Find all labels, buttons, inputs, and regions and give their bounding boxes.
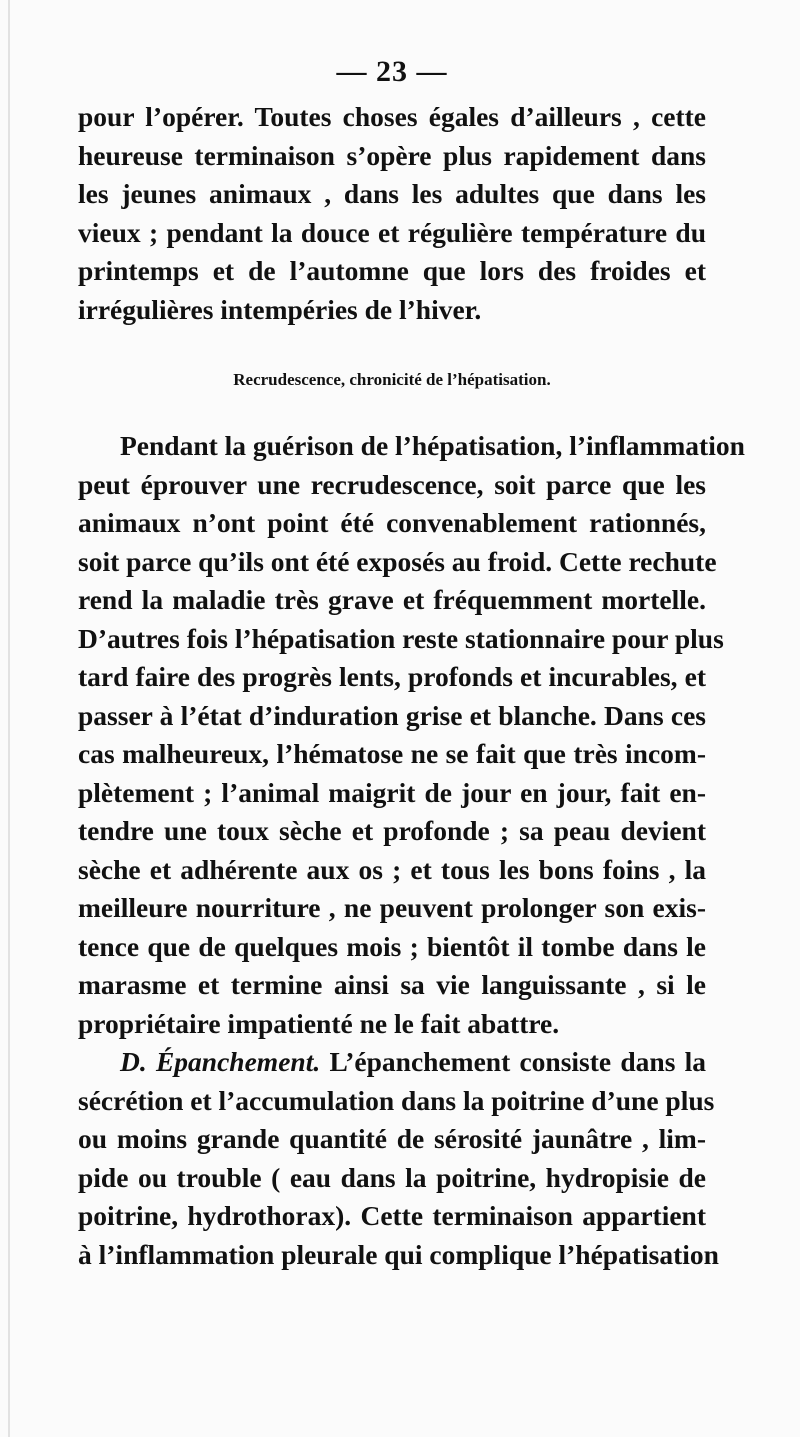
text-line: poitrine, hydrothorax). Cette terminaison appartient [78,1200,706,1231]
text-line: rend la maladie très grave et fréquemment mortelle. [78,584,706,615]
text-line: tard faire des progrès lents, profonds et incurables, et [78,661,706,692]
text-line: tence que de quelques mois ; bientôt il tombe dans le [78,930,706,962]
paragraph-continuation [78,98,706,329]
paragraph-recrudescence [78,427,745,1043]
text-line [78,1043,706,1082]
text-line: sèche et adhérente aux os ; et tous les bons foins , la [78,853,706,885]
text-line: meilleure nourriture , ne peuvent prolonger son exis- [78,892,706,923]
text-line: pour l’opérer. Toutes choses égales d’ailleurs , cette [78,101,706,132]
text-line: ou moins grande quantité de sérosité jaunâtre , lim- [78,1123,706,1154]
text-fragment: L’épanchement consiste dans la [329,1046,707,1077]
text-line: pide ou trouble ( eau dans la poitrine, hydropisie de [78,1161,706,1193]
text-line: à l’inflammation pleurale qui complique l’hépatisation [78,1238,719,1270]
page-number: — 23 — [336,55,448,88]
text-line: soit parce qu’ils ont été exposés au froid. Cette rechute [78,545,717,577]
text-line: marasme et termine ainsi sa vie languissante , si le [78,969,706,1000]
page-edge [8,0,10,1437]
subsection-label: D. Épanchement. [120,1046,321,1077]
text-line: printemps et de l’automne que lors des froides et [78,255,706,286]
text-line: les jeunes animaux , dans les adultes que dans les [78,178,706,209]
text-line: animaux n’ont point été convenablement rationnés, [78,507,706,538]
text-line: plètement ; l’animal maigrit de jour en jour, fait en- [78,776,706,808]
text-line: passer à l’état d’induration grise et blanche. Dans ces [78,699,706,731]
text-line: Pendant la guérison de l’hépatisation, l’inflammation [120,430,745,461]
text-line: peut éprouver une recrudescence, soit parce que les [78,468,706,500]
text-line: D’autres fois l’hépatisation reste stationnaire pour plus [78,622,724,654]
page-text-block [78,52,745,1274]
text-line: tendre une toux sèche et profonde ; sa peau devient [78,815,706,846]
paragraph-epanchement [78,1043,719,1274]
text-line: propriétaire impatienté ne le fait abattre. [78,1007,560,1039]
section-heading: Recrudescence, chronicité de l’hépatisation. [233,370,551,389]
text-line: cas malheureux, l’hématose ne se fait que très incom- [78,738,706,769]
text-line: sécrétion et l’accumulation dans la poitrine d’une plus [78,1084,715,1116]
text-line: irrégulières intempéries de l’hiver. [78,293,482,325]
text-line: heureuse terminaison s’opère plus rapidement dans [78,139,706,171]
text-line: vieux ; pendant la douce et régulière température du [78,216,706,248]
